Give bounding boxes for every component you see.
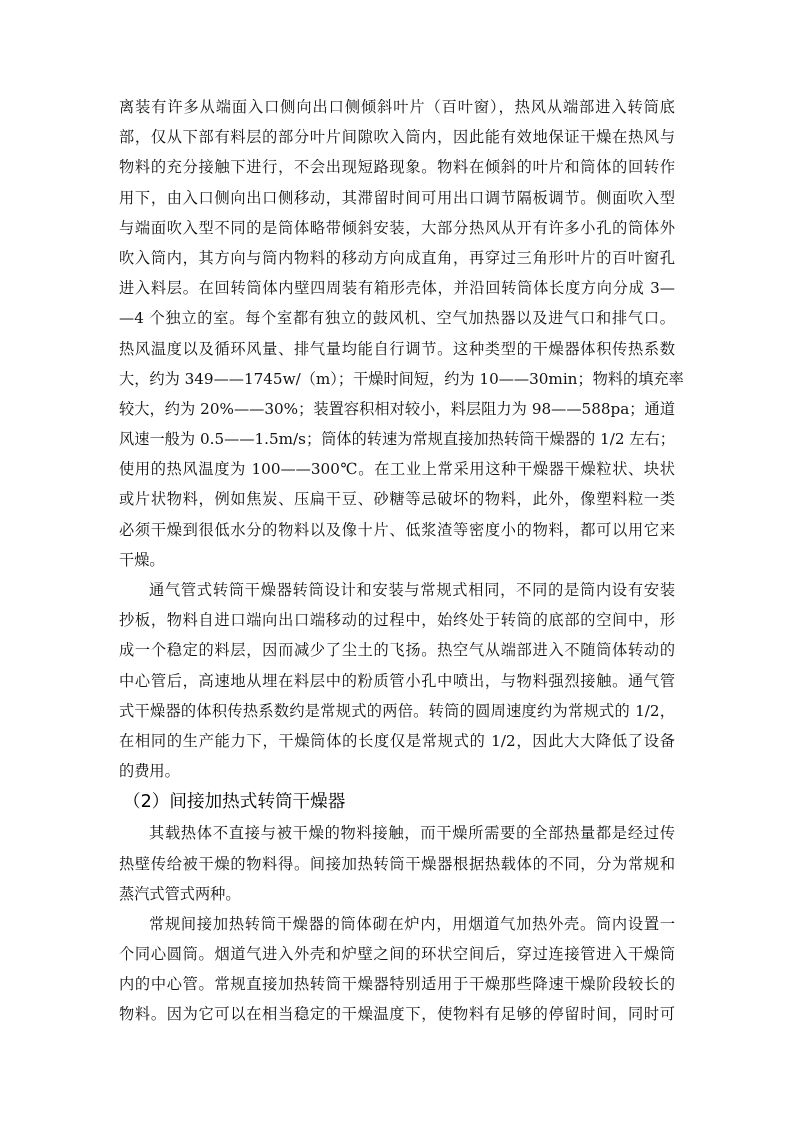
section-heading: （2）间接加热式转筒干燥器 — [123, 792, 346, 813]
text-line: —4 个独立的室。每个室都有独立的鼓风机、空气加热器以及进气口和排气口。 — [119, 309, 675, 328]
text-line: 热风温度以及循环风量、排气量均能自行调节。这种类型的干燥器体积传热系数 — [119, 339, 675, 358]
text-line: 或片状物料，例如焦炭、压扁干豆、砂糖等忌破坏的物料，此外，像塑料粒一类 — [119, 490, 675, 509]
text-line: 与端面吹入型不同的是筒体略带倾斜安装，大部分热风从开有许多小孔的筒体外 — [119, 218, 675, 237]
text-line: 中心管后，高速地从埋在料层中的粉质管小孔中喷出，与物料强烈接触。通气管 — [119, 671, 675, 690]
text-line: 使用的热风温度为 100——300℃。在工业上常采用这种干燥器干燥粒状、块状 — [119, 460, 675, 479]
text-line: 常规间接加热转筒干燥器的筒体砌在炉内，用烟道气加热外壳。筒内设置一 — [149, 914, 675, 933]
document-body — [119, 92, 684, 1030]
text-line: 物料的充分接触下进行，不会出现短路现象。物料在倾斜的叶片和筒体的回转作 — [119, 158, 675, 177]
text-line: 抄板，物料自进口端向出口端移动的过程中，始终处于转筒的底部的空间中，形 — [119, 611, 675, 630]
paragraph-3 — [119, 818, 675, 909]
text-line: 成一个稳定的料层，因而减少了尘土的飞扬。热空气从端部进入不随筒体转动的 — [119, 641, 675, 660]
paragraph-1 — [119, 92, 684, 575]
text-line: 通气管式转筒干燥器转筒设计和安装与常规式相同，不同的是筒内设有安装 — [149, 581, 675, 599]
text-line: 吹入筒内，其方向与筒内物料的移动方向成直角，再穿过三角形叶片的百叶窗孔 — [119, 248, 675, 267]
text-line: 的费用。 — [119, 762, 180, 781]
text-line: 离装有许多从端面入口侧向出口侧倾斜叶片（百叶窗），热风从端部进入转筒底 — [119, 98, 675, 116]
text-line: 风速一般为 0.5——1.5m/s；筒体的转速为常规直接加热转筒干燥器的 1/2 左右； — [119, 430, 675, 449]
text-line: 进入料层。在回转筒体内壁四周装有箱形壳体，并沿回转筒体长度方向分成 3— — [119, 279, 675, 298]
text-line: 用下，由入口侧向出口侧移动，其滞留时间可用出口调节隔板调节。侧面吹入型 — [119, 188, 675, 207]
text-line: 干燥。 — [119, 550, 165, 569]
paragraph-2 — [119, 575, 675, 786]
text-line: 必须干燥到很低水分的物料以及像十片、低浆渣等密度小的物料，都可以用它来 — [119, 520, 675, 539]
paragraph-4 — [119, 909, 675, 1030]
text-line: 蒸汽式管式两种。 — [119, 884, 241, 903]
text-line: 较大，约为 20%——30%；装置容积相对较小，料层阻力为 98——588pa；通道 — [119, 399, 675, 418]
text-line: 在相同的生产能力下，干燥筒体的长度仅是常规式的 1/2，因此大大降低了设备 — [119, 731, 675, 750]
text-line: 物料。因为它可以在相当稳定的干燥温度下，使物料有足够的停留时间，同时可 — [119, 1005, 675, 1024]
text-line: 部，仅从下部有料层的部分叶片间隙吹入筒内，因此能有效地保证干燥在热风与 — [119, 128, 675, 147]
text-line: 大，约为 349——1745w/（m）；干燥时间短，约为 10——30min；物料的填充率 — [119, 369, 684, 388]
text-line: 热壁传给被干燥的物料得。间接加热转筒干燥器根据热载体的不同，分为常规和 — [119, 854, 675, 873]
text-line: 式干燥器的体积传热系数约是常规式的两倍。转筒的圆周速度约为常规式的 1/2， — [119, 701, 675, 720]
text-line: 其载热体不直接与被干燥的物料接触，而干燥所需要的全部热量都是经过传 — [149, 824, 675, 843]
text-line: 个同心圆筒。烟道气进入外壳和炉壁之间的环状空间后，穿过连接管进入干燥筒 — [119, 945, 675, 964]
text-line: 内的中心管。常规直接加热转筒干燥器特别适用于干燥那些降速干燥阶段较长的 — [119, 975, 675, 994]
